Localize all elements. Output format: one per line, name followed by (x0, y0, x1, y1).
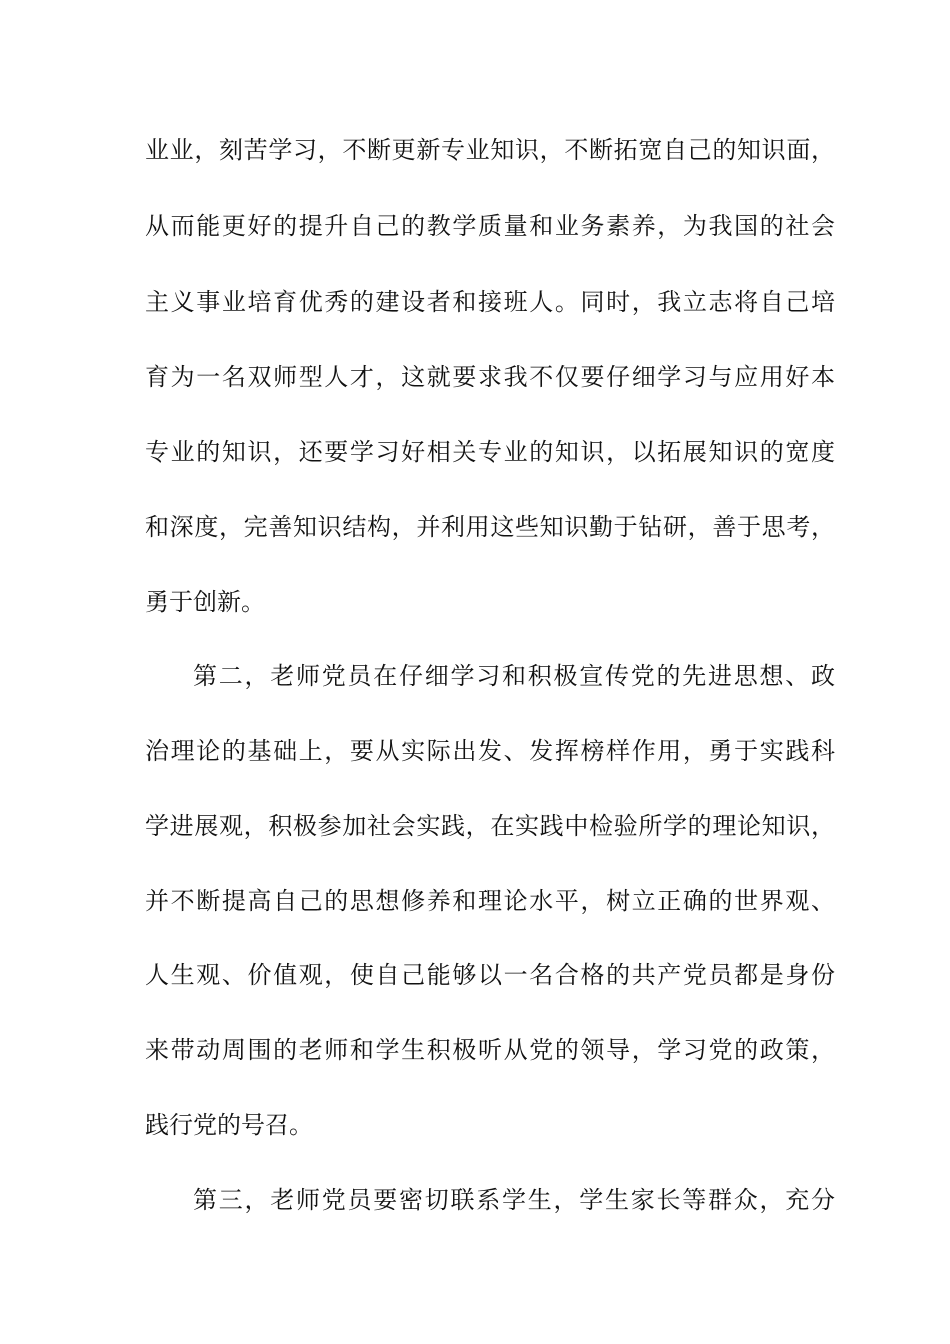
text-line-14: 践行党的号召。 (145, 1111, 313, 1139)
text-line-7: 勇于创新。 (145, 588, 265, 616)
text-line-10: 学进展观，积极参加社会实践，在实践中检验所学的理论知识， (145, 812, 835, 840)
text-line-12: 人生观、价值观，使自己能够以一名合格的共产党员都是身份 (145, 961, 835, 989)
text-line-4: 育为一名双师型人才，这就要求我不仅要仔细学习与应用好本 (145, 363, 835, 391)
text-line-11: 并不断提高自己的思想修养和理论水平，树立正确的世界观、 (145, 887, 835, 915)
text-line-1: 业业，刻苦学习，不断更新专业知识，不断拓宽自己的知识面， (145, 136, 835, 164)
text-line-13: 来带动周围的老师和学生积极听从党的领导，学习党的政策， (145, 1036, 835, 1064)
text-line-9: 治理论的基础上，要从实际出发、发挥榜样作用，勇于实践科 (145, 737, 835, 765)
text-line-5: 专业的知识，还要学习好相关专业的知识，以拓展知识的宽度 (145, 438, 835, 466)
text-line-2: 从而能更好的提升自己的教学质量和业务素养，为我国的社会 (145, 212, 835, 240)
paragraph-2-first-line: 第二，老师党员在仔细学习和积极宣传党的先进思想、政 (193, 662, 835, 690)
text-line-3: 主义事业培育优秀的建设者和接班人。同时，我立志将自己培 (145, 288, 835, 316)
paragraph-3-first-line: 第三，老师党员要密切联系学生，学生家长等群众，充分 (193, 1186, 835, 1214)
text-line-6: 和深度，完善知识结构，并利用这些知识勤于钻研，善于思考， (145, 513, 835, 541)
